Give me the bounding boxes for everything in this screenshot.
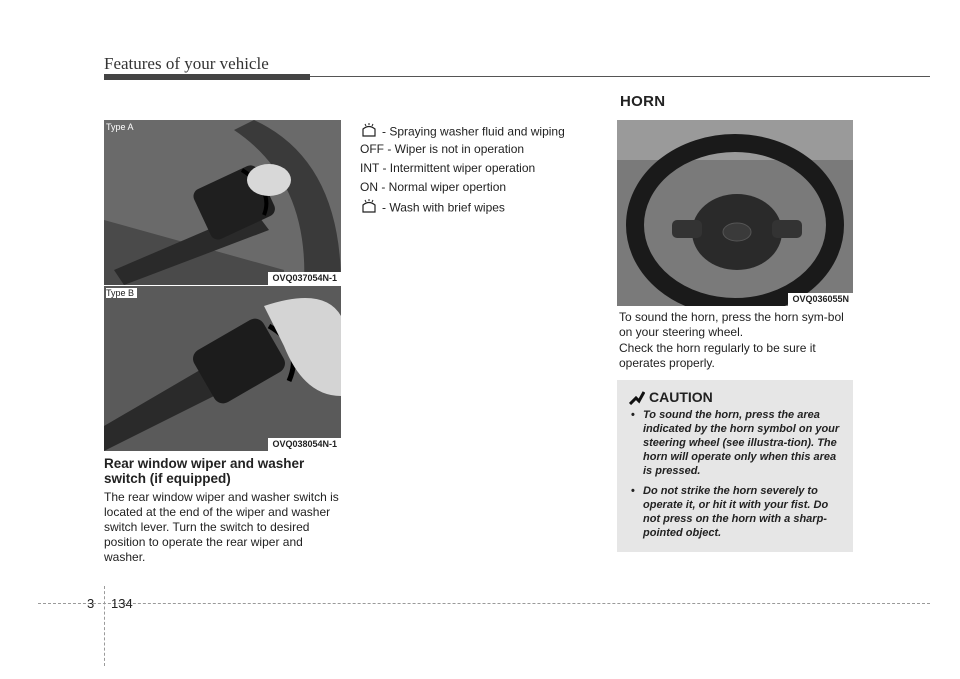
- footer-rule: [38, 603, 930, 604]
- caution-box: [617, 380, 853, 552]
- figure-code-horn: OVQ036055N: [788, 293, 853, 306]
- caution-item: • To sound the horn, press the area indicated by the horn symbol on your steering wheel (see illustra-tion). The horn will operate only when this area is pressed.: [631, 409, 840, 477]
- page-number: 134: [111, 596, 133, 611]
- caution-list: [627, 408, 847, 546]
- mode-text: - Spraying washer fluid and wiping: [382, 124, 565, 139]
- horn-para-1: To sound the horn, press the horn sym-bol on your steering wheel.: [619, 310, 844, 339]
- horn-title: HORN: [620, 93, 666, 110]
- type-b-label: Type B: [106, 288, 137, 298]
- photo-horn: [617, 120, 853, 306]
- washer-spray-icon: [360, 199, 378, 218]
- mode-item: [360, 199, 505, 218]
- mode-item: ON - Normal wiper opertion: [360, 180, 507, 194]
- mode-text: - Wash with brief wipes: [382, 200, 505, 215]
- chapter-number: 3: [87, 596, 95, 611]
- mode-item: OFF - Wiper is not in operation: [360, 142, 525, 156]
- caution-title: CAUTION: [649, 389, 713, 405]
- photo-type-b: [104, 286, 341, 451]
- photo-type-a: [104, 120, 341, 285]
- figure-code-b: OVQ038054N-1: [268, 438, 341, 451]
- type-a-label: Type A: [106, 122, 134, 132]
- caution-item: • Do not strike the horn severely to operate it, or hit it with your fist. Do not press on the horn with a sharp-pointed object.: [631, 485, 829, 539]
- rear-wiper-heading: Rear window wiper and washer switch (if equipped): [104, 456, 305, 486]
- mode-item: INT - Intermittent wiper operation: [360, 161, 536, 175]
- rear-wiper-body: The rear window wiper and washer switch is located at the end of the wiper and washer switch lever. Turn the switch to desired position to operate the rear wiper and washer.: [104, 490, 339, 564]
- header-title: Features of your vehicle: [104, 54, 269, 73]
- wiper-lever-illustration-a: [104, 120, 341, 285]
- steering-wheel-illustration: [617, 120, 853, 306]
- footer-divider: [104, 586, 105, 666]
- washer-spray-icon: [360, 123, 378, 142]
- wiper-lever-illustration-b: [104, 286, 341, 451]
- header-bar: [104, 74, 310, 80]
- horn-para-2: Check the horn regularly to be sure it operates properly.: [619, 341, 816, 370]
- mode-item: [360, 123, 565, 142]
- figure-code-a: OVQ037054N-1: [268, 272, 341, 285]
